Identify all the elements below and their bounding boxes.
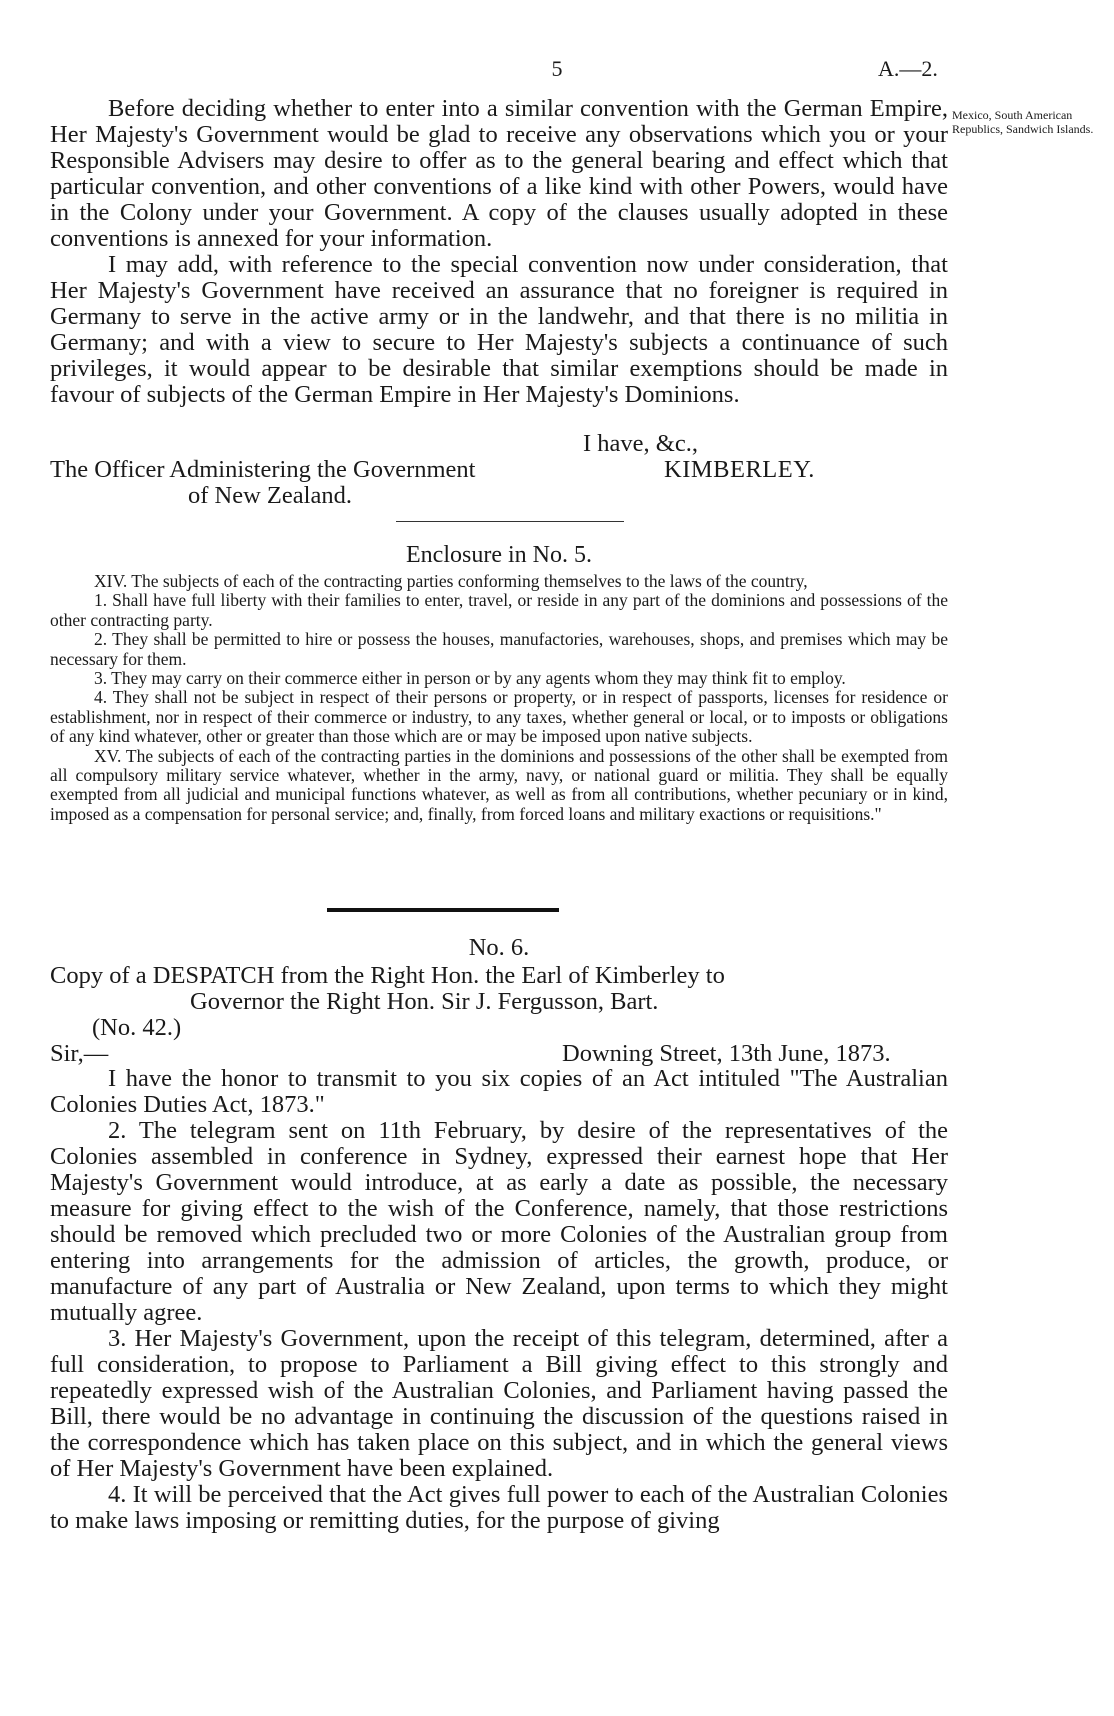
- thick-divider: [327, 908, 559, 912]
- section-divider: [396, 521, 624, 522]
- despatch-paragraph-4: 4. It will be perceived that the Act gives full power to each of the Australian Colonies to make laws imposing or remitting duties, for the purpose of giving: [50, 1481, 948, 1534]
- page-number: 5: [551, 56, 563, 81]
- clause-xv: XV. The subjects of each of the contracting parties in the dominions and possessions of the other shall be exempted from all compulsory military service whatever, whether in the army, navy, or national guard or militia. They shall be equally exempted from all judicial and municipal functions whatever, as well as from all contributions, whether pecuniary or in kind, imposed as a compensation for personal service; and, finally, from forced loans and military exactions or requisitions.": [50, 745, 948, 824]
- dateline: Downing Street, 13th June, 1873.: [562, 1040, 891, 1067]
- despatch-paragraph-3: 3. Her Majesty's Government, upon the receipt of this telegram, determined, after a full consideration, to propose to Parliament a Bill giving effect to this strongly and repeatedly expressed wish of the Australian Colonies, and Parliament having passed the Bill, there would be no advantage in continuing the discussion of the questions raised in the correspondence which has taken place on this subject, and in which the general views of Her Majesty's Government have been explained.: [50, 1325, 948, 1482]
- despatch-no: (No. 42.): [92, 1014, 182, 1041]
- letter-paragraph-1: Before deciding whether to enter into a similar convention with the German Empire, Her Majesty's Government would be glad to receive any observations which you or your Responsible Advisers may desire to offer as to the general bearing and effect which that particular convention, and other conventions of a like kind with other Powers, would have in the Colony under your Government. A copy of the clauses usually adopted in these conventions is annexed for your information.: [50, 95, 948, 252]
- clause-item-1: 1. Shall have full liberty with their families to enter, travel, or reside in any part of the dominions and possessions of the other contracting party.: [50, 590, 948, 630]
- letter-section: [50, 96, 948, 408]
- enclosure-clauses: [50, 572, 948, 824]
- despatch-heading-line-2: Governor the Right Hon. Sir J. Fergusson, Bart.: [190, 988, 659, 1015]
- margin-note: Mexico, South American Republics, Sandwich Islands.: [952, 108, 1094, 136]
- enclosure-title: Enclosure in No. 5.: [406, 542, 592, 568]
- despatch-heading-line-1: Copy of a DESPATCH from the Right Hon. the Earl of Kimberley to: [50, 962, 725, 989]
- signature: KIMBERLEY.: [664, 456, 815, 483]
- clause-item-3: 3. They may carry on their commerce either in person or by any agents whom they may think fit to employ.: [94, 668, 846, 689]
- clause-item-2: 2. They shall be permitted to hire or possess the houses, manufactories, warehouses, shops, and premises which may be necessary for them.: [50, 629, 948, 669]
- despatch-paragraph-2: 2. The telegram sent on 11th February, by desire of the representatives of the Colonies assembled in conference in Sydney, expressed their earnest hope that Her Majesty's Government would introduce, at as early a date as possible, the necessary measure for giving effect to the wish of the Conference, namely, that those restrictions should be removed which precluded two or more Colonies of the Australian group from entering into arrangements for the admission of articles, the growth, produce, or manufacture of any part of Australia or New Zealand, upon terms to which they might mutually agree.: [50, 1117, 948, 1326]
- despatch-paragraph-1: I have the honor to transmit to you six copies of an Act intituled "The Australian Colonies Duties Act, 1873.": [50, 1065, 948, 1118]
- addressee-line-1: The Officer Administering the Government: [50, 456, 476, 483]
- letter-paragraph-2: I may add, with reference to the special convention now under consideration, that Her Majesty's Government have received an assurance that no foreigner is required in Germany to serve in the active army or in the landwehr, and that there is no militia in Germany; and with a view to secure to Her Majesty's subjects a continuance of such privileges, it would appear to be desirable that similar exemptions should be made in favour of subjects of the German Empire in Her Majesty's Dominions.: [50, 251, 948, 408]
- clause-xiv: XIV. The subjects of each of the contracting parties conforming themselves to the laws of the country,: [94, 571, 808, 591]
- closing: I have, &c.,: [583, 430, 698, 457]
- addressee-line-2: of New Zealand.: [188, 482, 352, 509]
- salutation: Sir,—: [50, 1040, 109, 1067]
- despatch-number: No. 6.: [468, 934, 530, 961]
- document-code: A.—2.: [878, 56, 938, 81]
- clause-item-4: 4. They shall not be subject in respect of their persons or property, or in respect of passports, licenses for residence or establishment, nor in respect of their commerce or industry, to any taxes, whether general or local, or to imposts or obligations of any kind whatever, other or greater than those which are or may be imposed upon native subjects.: [50, 687, 948, 747]
- despatch-body: [50, 1066, 948, 1534]
